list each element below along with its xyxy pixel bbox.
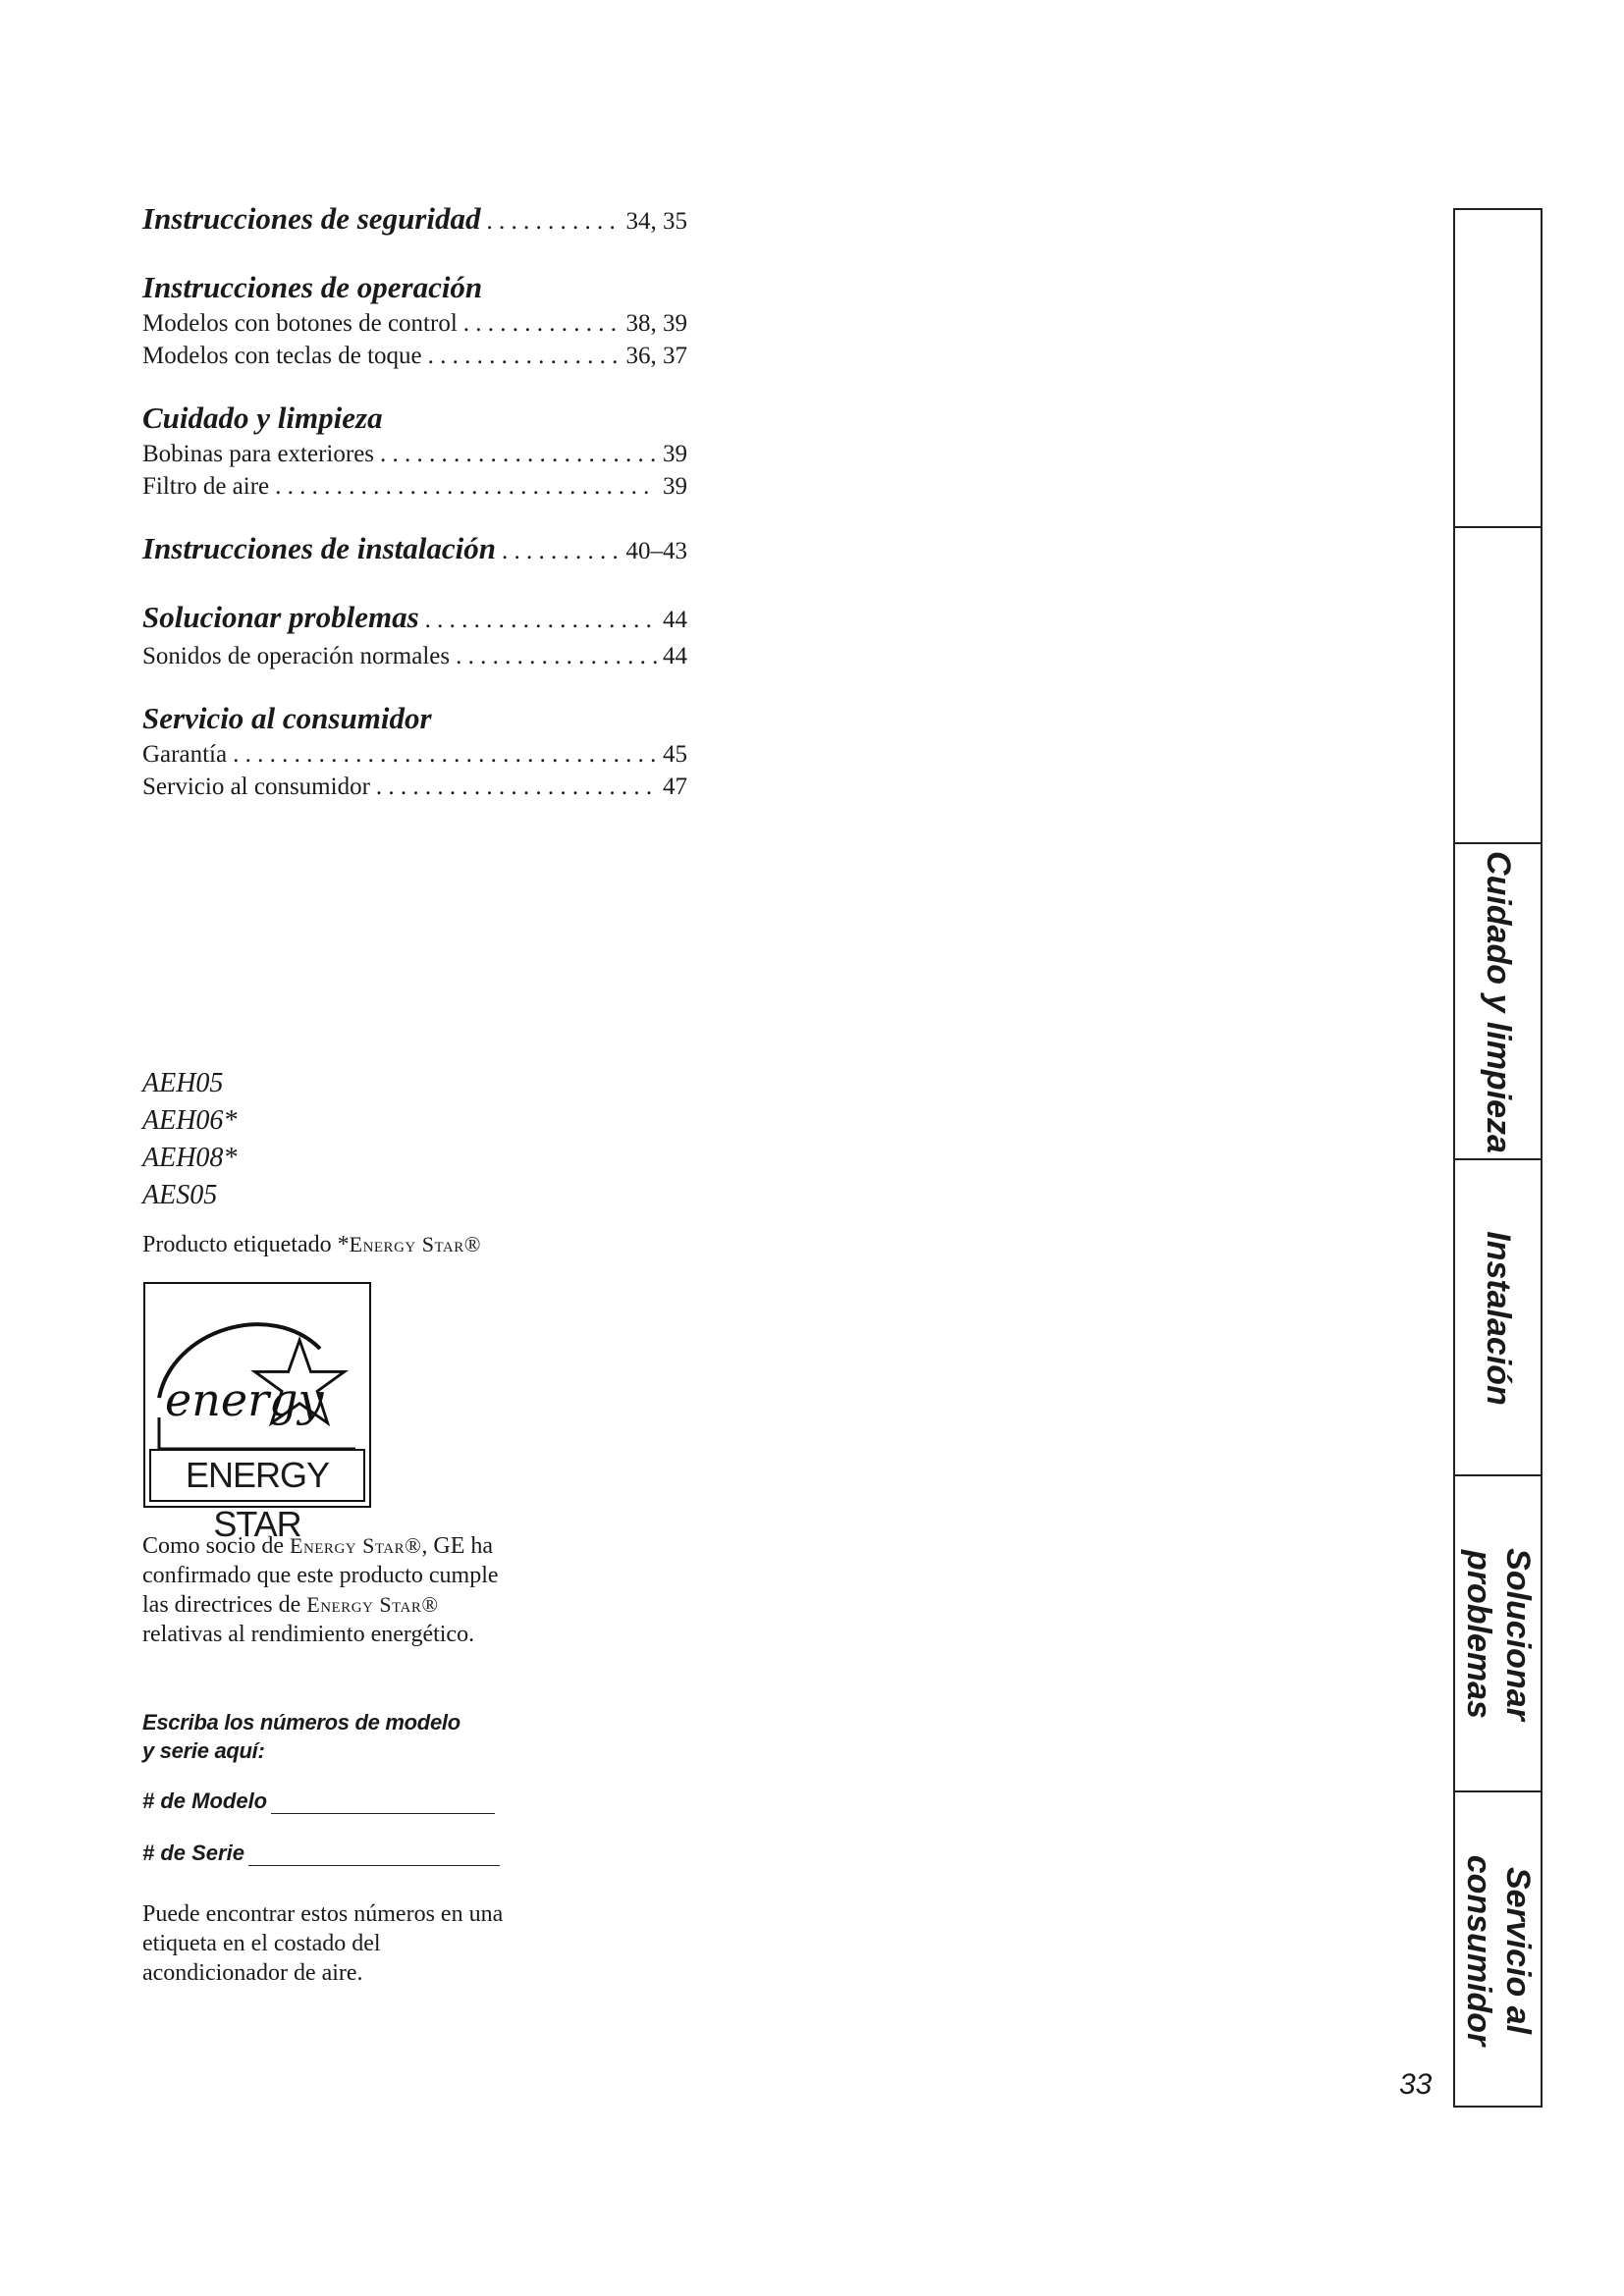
energy-script: energy [165, 1373, 324, 1426]
toc-item-label: Modelos con teclas de toque [142, 343, 422, 369]
leader-dots [456, 640, 657, 672]
toc-item [142, 640, 687, 672]
toc-heading: Instrucciones de operación [142, 270, 483, 304]
leader-dots [380, 438, 657, 470]
toc-section-safety [142, 199, 687, 241]
leader-dots [486, 199, 620, 241]
toc-page-ref: 47 [663, 774, 687, 800]
toc-heading: Instrucciones de instalación [142, 531, 496, 565]
leader-dots [425, 598, 657, 640]
model-field-label: # de Modelo [142, 1789, 268, 1813]
tab-label: Instalación [1479, 1231, 1517, 1406]
toc-item [142, 307, 687, 340]
toc-item-label: Bobinas para exteriores [142, 441, 375, 467]
tab-label: Servicio al consumidor [1459, 1854, 1537, 2046]
leader-dots [376, 771, 657, 803]
toc-item [142, 771, 687, 803]
toc-page-ref: 34, 35 [625, 208, 687, 235]
toc-section-care [142, 399, 687, 503]
toc-page-ref: 38, 39 [625, 310, 687, 337]
toc-page-ref: 39 [663, 473, 687, 500]
instruction-line: Escriba los números de modelo [142, 1710, 460, 1735]
model-number-field [142, 1789, 495, 1814]
table-of-contents [142, 199, 687, 829]
model-number: AEH05 [142, 1068, 224, 1098]
energy-partner-paragraph [142, 1531, 506, 1649]
partner-text: relativas al rendimiento energético. [142, 1622, 475, 1647]
energy-star-logo-text: ENERGY STAR [149, 1449, 365, 1502]
toc-heading: Cuidado y limpieza [142, 400, 383, 435]
section-tabs [1453, 208, 1543, 2108]
energy-star-swoosh-icon [153, 1290, 363, 1452]
toc-page-ref: 39 [663, 441, 687, 467]
energy-star-brand: Energy Star® [306, 1592, 439, 1617]
toc-item [142, 438, 687, 470]
toc-item-label: Servicio al consumidor [142, 774, 370, 800]
tab-safety[interactable] [1455, 210, 1541, 526]
leader-dots [275, 470, 657, 503]
toc-heading-row [142, 199, 687, 241]
tab-consumer-service[interactable] [1455, 1790, 1541, 2108]
page-number: 33 [1399, 2068, 1433, 2101]
energy-star-brand: Energy Star® [290, 1533, 422, 1558]
instruction-line: y serie aquí: [142, 1738, 265, 1763]
toc-heading-row [142, 598, 687, 640]
toc-page-ref: 44 [663, 643, 687, 669]
partner-text: , GE ha confirmado que este producto cumple las directrices de [142, 1533, 499, 1618]
toc-page-ref: 44 [663, 607, 687, 633]
leader-dots [233, 738, 657, 771]
model-number: AES05 [142, 1180, 218, 1210]
energy-note-prefix: Producto etiquetado * [142, 1232, 350, 1257]
serial-number-field [142, 1841, 500, 1866]
tab-label: Cuidado y limpieza [1479, 851, 1517, 1153]
toc-section-troubleshooting [142, 598, 687, 672]
energy-star-note [142, 1232, 481, 1258]
toc-page-ref: 40–43 [625, 538, 687, 564]
record-numbers-instruction [142, 1708, 460, 1765]
tab-troubleshooting[interactable] [1455, 1474, 1541, 1792]
toc-section-consumer-service [142, 699, 687, 803]
tab-label: Solucionar problemas [1459, 1548, 1537, 1721]
toc-heading-row [142, 399, 687, 438]
model-number: AEH06* [142, 1105, 238, 1136]
toc-item [142, 470, 687, 503]
toc-section-operation [142, 268, 687, 372]
toc-item [142, 340, 687, 372]
label-location-note: Puede encontrar estos números en una etiqueta en el costado del acondicionador de aire. [142, 1901, 504, 1986]
toc-item-label: Garantía [142, 741, 228, 768]
serial-field-label: # de Serie [142, 1841, 244, 1865]
leader-dots [463, 307, 621, 340]
energy-star-logo [143, 1282, 371, 1544]
model-list [142, 1065, 237, 1214]
toc-page-ref: 45 [663, 741, 687, 768]
tab-care[interactable] [1455, 842, 1541, 1160]
model-number: AEH08* [142, 1143, 238, 1173]
toc-heading-row [142, 268, 687, 307]
partner-text: Como socio de [142, 1533, 290, 1559]
toc-section-installation [142, 529, 687, 571]
energy-star-brand: Energy Star® [349, 1232, 481, 1256]
serial-field-blank [248, 1843, 500, 1866]
toc-heading: Instrucciones de seguridad [142, 201, 481, 236]
toc-item [142, 738, 687, 771]
leader-dots [428, 340, 621, 372]
toc-page-ref: 36, 37 [625, 343, 687, 369]
toc-item-label: Sonidos de operación normales [142, 643, 451, 669]
model-field-blank [271, 1791, 495, 1814]
toc-heading: Servicio al consumidor [142, 701, 432, 735]
tab-label: Operación [1479, 603, 1517, 770]
tab-label: Seguridad [1479, 286, 1517, 451]
toc-heading: Solucionar problemas [142, 600, 419, 634]
tab-operation[interactable] [1455, 526, 1541, 844]
toc-item-label: Modelos con botones de control [142, 310, 458, 337]
toc-heading-row [142, 529, 687, 571]
tab-installation[interactable] [1455, 1158, 1541, 1476]
toc-item-label: Filtro de aire [142, 473, 270, 500]
leader-dots [502, 529, 621, 571]
toc-heading-row [142, 699, 687, 738]
